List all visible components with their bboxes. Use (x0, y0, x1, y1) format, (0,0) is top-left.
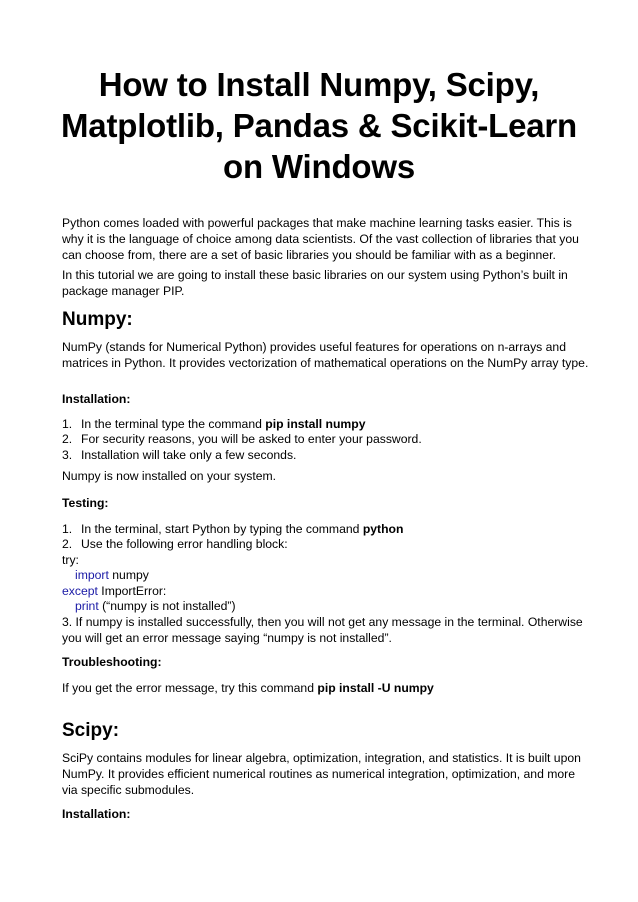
code-line-except (62, 584, 592, 599)
list-item (62, 448, 592, 463)
list-item (62, 417, 592, 432)
list-item (62, 432, 592, 447)
code-import-target: numpy (108, 568, 149, 583)
code-keyword-except: except (62, 583, 98, 598)
scipy-description: SciPy contains modules for linear algebra, optimization, integration, and statistics. It is built upon NumPy. It provides efficient numerical routines as numerical integration, optimization, and more via specific submodules. (62, 751, 581, 797)
intro-paragraph-1: Python comes loaded with powerful packages that make machine learning tasks easier. This is why it is the language of choice among data scientists. Of the vast collection of libraries that you can choose from, there are a set of basic libraries you should be familiar with as a beginner. (62, 216, 579, 262)
step-command: pip install numpy (265, 417, 366, 431)
code-block (62, 553, 592, 615)
list-item (62, 522, 592, 537)
step-number: 2. (62, 432, 73, 447)
numpy-testing-heading: Testing: (62, 496, 109, 510)
troubleshooting-command: pip install -U numpy (317, 681, 434, 695)
code-try: try: (62, 553, 79, 567)
numpy-testing-result: 3. If numpy is installed successfully, then you will not get any message in the terminal. Otherwise you will get an error message saying “numpy is not installed”. (62, 615, 583, 645)
step-text: In the terminal type the command (81, 417, 266, 431)
numpy-troubleshooting-heading: Troubleshooting: (62, 655, 162, 669)
numpy-installation-steps (62, 417, 592, 463)
numpy-heading: Numpy: (62, 309, 133, 330)
step-text: In the terminal, start Python by typing the command (81, 522, 363, 536)
step-command: python (362, 522, 404, 536)
code-keyword-print: print (75, 599, 99, 614)
code-print-args: (“numpy is not installed”) (98, 599, 236, 614)
step-text: Installation will take only a few seconds. (81, 447, 297, 462)
code-line-print (62, 599, 592, 614)
scipy-installation-heading: Installation: (62, 807, 131, 821)
step-number: 2. (62, 537, 73, 552)
intro-paragraph-2: In this tutorial we are going to install these basic libraries on our system using Python’s built in package manager PIP. (62, 268, 568, 298)
code-except-target: ImportError: (97, 583, 167, 598)
troubleshooting-text: If you get the error message, try this command (62, 681, 318, 695)
step-number: 1. (62, 522, 73, 536)
step-text: For security reasons, you will be asked to enter your password. (81, 432, 422, 447)
numpy-testing-steps (62, 522, 592, 553)
scipy-heading: Scipy: (62, 720, 120, 741)
numpy-installation-heading: Installation: (62, 392, 131, 406)
page-title: How to Install Numpy, Scipy, Matplotlib, Pandas & Scikit-Learn on Windows (61, 66, 577, 185)
numpy-installed-note: Numpy is now installed on your system. (62, 469, 277, 483)
step-text: Use the following error handling block: (81, 537, 288, 552)
step-number: 3. (62, 447, 73, 462)
numpy-description: NumPy (stands for Numerical Python) provides useful features for operations on n-arrays and matrices in Python. It provides vectorization of mathematical operations on the NumPy array type. (62, 340, 589, 370)
numpy-troubleshooting-text (62, 681, 592, 697)
list-item (62, 537, 592, 552)
step-number: 1. (62, 417, 73, 431)
code-line-try (62, 553, 592, 568)
code-keyword-import: import (75, 568, 109, 583)
code-line-import (62, 568, 592, 583)
